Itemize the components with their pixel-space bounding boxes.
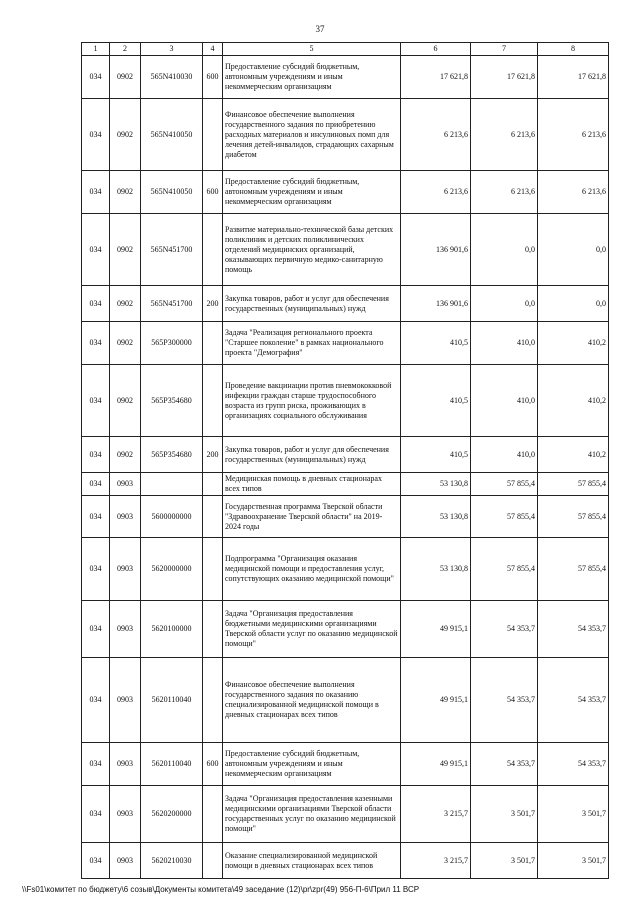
row-description: Оказание специализированной медицинской помощи в дневных стационарах всех типов [223,843,401,879]
row-code-target: 5620110040 [141,743,203,786]
row-value-col6: 3 215,7 [401,843,471,879]
row-code-target: 5600000000 [141,496,203,538]
row-code-expense-type [203,322,223,365]
row-code-expense-type [203,786,223,843]
table-row [82,99,609,171]
row-value-col8: 410,2 [538,365,609,437]
row-code-admin: 034 [82,171,110,214]
row-description: Финансовое обеспечение выполнения государственного задания по приобретению расходных материалов и инсулиновых помп для лечения детей-инвалидов, страдающих сахарным диабетом [223,99,401,171]
row-code-target: 5620200000 [141,786,203,843]
row-value-col6: 136 901,6 [401,214,471,286]
row-code-expense-type: 200 [203,286,223,322]
row-code-section: 0902 [110,99,141,171]
row-code-admin: 034 [82,743,110,786]
row-code-section: 0902 [110,214,141,286]
row-value-col6: 17 621,8 [401,56,471,99]
column-header: 3 [141,43,203,56]
row-code-section: 0903 [110,786,141,843]
row-code-expense-type: 600 [203,171,223,214]
row-code-target: 5620000000 [141,538,203,601]
row-code-target [141,473,203,496]
row-code-admin: 034 [82,365,110,437]
row-value-col6: 410,5 [401,437,471,473]
row-code-expense-type: 600 [203,743,223,786]
row-code-target: 565N451700 [141,286,203,322]
row-value-col7: 54 353,7 [471,601,538,658]
row-value-col7: 410,0 [471,437,538,473]
page-number: 37 [315,24,325,34]
row-code-admin: 034 [82,538,110,601]
row-value-col6: 136 901,6 [401,286,471,322]
row-code-target: 565P300000 [141,322,203,365]
row-description: Развитие материально-технической базы детских поликлиник и детских поликлинических отделений медицинских организаций, оказывающих первичную медико-санитарную помощь [223,214,401,286]
table-row [82,214,609,286]
row-value-col7: 57 855,4 [471,496,538,538]
table-row [82,538,609,601]
row-value-col6: 410,5 [401,322,471,365]
row-code-expense-type: 200 [203,437,223,473]
row-value-col7: 0,0 [471,214,538,286]
table-row [82,496,609,538]
row-value-col8: 410,2 [538,322,609,365]
row-description: Задача "Организация предоставления бюджетными медицинскими организациями Тверской области услуг по оказанию медицинской помощи" [223,601,401,658]
row-code-expense-type [203,658,223,743]
row-description: Задача "Организация предоставления казенными медицинскими организациями Тверской области государственных услуг по оказанию медицинской помощи" [223,786,401,843]
row-code-section: 0903 [110,496,141,538]
row-description: Подпрограмма "Организация оказания медицинской помощи и предоставления услуг, сопутствующих оказанию медицинской помощи" [223,538,401,601]
row-value-col7: 3 501,7 [471,786,538,843]
row-value-col6: 6 213,6 [401,171,471,214]
row-code-section: 0903 [110,843,141,879]
row-value-col8: 3 501,7 [538,786,609,843]
row-description: Предоставление субсидий бюджетным, автономным учреждениям и иным некоммерческим организациям [223,56,401,99]
row-value-col8: 57 855,4 [538,473,609,496]
row-value-col8: 54 353,7 [538,743,609,786]
row-value-col7: 54 353,7 [471,658,538,743]
row-value-col8: 0,0 [538,286,609,322]
row-code-target: 5620100000 [141,601,203,658]
row-code-admin: 034 [82,322,110,365]
column-header: 8 [538,43,609,56]
table-row [82,601,609,658]
row-code-section: 0902 [110,365,141,437]
row-code-admin: 034 [82,286,110,322]
row-value-col6: 49 915,1 [401,601,471,658]
row-code-target: 565N451700 [141,214,203,286]
row-code-target: 565N410030 [141,56,203,99]
row-value-col7: 57 855,4 [471,473,538,496]
row-value-col8: 6 213,6 [538,99,609,171]
row-code-section: 0903 [110,743,141,786]
row-description: Предоставление субсидий бюджетным, автономным учреждениям и иным некоммерческим организациям [223,171,401,214]
row-code-section: 0902 [110,286,141,322]
row-code-expense-type [203,496,223,538]
table-row [82,658,609,743]
row-code-admin: 034 [82,214,110,286]
row-code-section: 0902 [110,437,141,473]
table-row [82,743,609,786]
row-description: Предоставление субсидий бюджетным, автономным учреждениям и иным некоммерческим организациям [223,743,401,786]
table-row [82,437,609,473]
row-code-admin: 034 [82,658,110,743]
row-code-target: 565P354680 [141,365,203,437]
row-value-col8: 57 855,4 [538,496,609,538]
row-code-expense-type [203,214,223,286]
column-header: 1 [82,43,110,56]
row-value-col7: 6 213,6 [471,99,538,171]
row-code-section: 0903 [110,601,141,658]
row-code-admin: 034 [82,473,110,496]
row-code-expense-type [203,473,223,496]
row-value-col7: 54 353,7 [471,743,538,786]
row-code-target: 565P354680 [141,437,203,473]
row-code-expense-type: 600 [203,56,223,99]
row-code-admin: 034 [82,843,110,879]
row-code-admin: 034 [82,56,110,99]
column-header: 2 [110,43,141,56]
row-code-expense-type [203,538,223,601]
table-row [82,473,609,496]
table-body [82,56,609,879]
row-description: Закупка товаров, работ и услуг для обеспечения государственных (муниципальных) нужд [223,437,401,473]
table-header-row [82,43,609,56]
row-value-col8: 6 213,6 [538,171,609,214]
row-value-col7: 410,0 [471,322,538,365]
column-header: 4 [203,43,223,56]
row-description: Закупка товаров, работ и услуг для обеспечения государственных (муниципальных) нужд [223,286,401,322]
footer-file-path: \\Fs01\комитет по бюджету\6 созыв\Документы комитета\49 заседание (12)\pr\zpr(49) 956-П-6\Прил 11 ВСР [22,885,420,894]
row-value-col7: 3 501,7 [471,843,538,879]
row-description: Проведение вакцинации против пневмококковой инфекции граждан старше трудоспособного возраста из групп риска, проживающих в организациях социального обслуживания [223,365,401,437]
row-description: Медицинская помощь в дневных стационарах всех типов [223,473,401,496]
row-value-col8: 0,0 [538,214,609,286]
row-value-col7: 17 621,8 [471,56,538,99]
row-value-col6: 53 130,8 [401,496,471,538]
row-description: Государственная программа Тверской области "Здравоохранение Тверской области" на 2019-2024 годы [223,496,401,538]
row-code-expense-type [203,365,223,437]
row-code-expense-type [203,601,223,658]
row-code-target: 5620210030 [141,843,203,879]
row-value-col6: 3 215,7 [401,786,471,843]
row-value-col8: 54 353,7 [538,658,609,743]
row-code-section: 0902 [110,56,141,99]
column-header: 6 [401,43,471,56]
row-value-col8: 410,2 [538,437,609,473]
row-value-col7: 57 855,4 [471,538,538,601]
row-value-col6: 49 915,1 [401,743,471,786]
row-value-col6: 53 130,8 [401,473,471,496]
row-description: Задача "Реализация регионального проекта "Старшее поколение" в рамках национального проекта "Демография" [223,322,401,365]
row-code-admin: 034 [82,437,110,473]
row-code-section: 0902 [110,322,141,365]
row-code-target: 565N410050 [141,171,203,214]
table-row [82,171,609,214]
row-code-admin: 034 [82,601,110,658]
row-value-col6: 53 130,8 [401,538,471,601]
table-row [82,365,609,437]
table-row [82,786,609,843]
row-code-admin: 034 [82,786,110,843]
row-value-col8: 3 501,7 [538,843,609,879]
row-code-section: 0902 [110,171,141,214]
row-code-target: 5620110040 [141,658,203,743]
row-code-section: 0903 [110,473,141,496]
table-row [82,843,609,879]
table-row [82,322,609,365]
row-value-col8: 57 855,4 [538,538,609,601]
row-code-expense-type [203,99,223,171]
table-row [82,56,609,99]
row-value-col6: 49 915,1 [401,658,471,743]
row-value-col7: 410,0 [471,365,538,437]
row-code-expense-type [203,843,223,879]
row-value-col7: 0,0 [471,286,538,322]
row-code-admin: 034 [82,99,110,171]
column-header: 7 [471,43,538,56]
table-row [82,286,609,322]
row-value-col6: 6 213,6 [401,99,471,171]
row-code-section: 0903 [110,538,141,601]
column-header: 5 [223,43,401,56]
budget-table [81,42,609,879]
row-description: Финансовое обеспечение выполнения государственного задания по оказанию специализированной медицинской помощи в дневных стационарах всех типов [223,658,401,743]
row-code-admin: 034 [82,496,110,538]
row-code-section: 0903 [110,658,141,743]
row-value-col8: 54 353,7 [538,601,609,658]
row-value-col6: 410,5 [401,365,471,437]
row-code-target: 565N410050 [141,99,203,171]
row-value-col8: 17 621,8 [538,56,609,99]
row-value-col7: 6 213,6 [471,171,538,214]
